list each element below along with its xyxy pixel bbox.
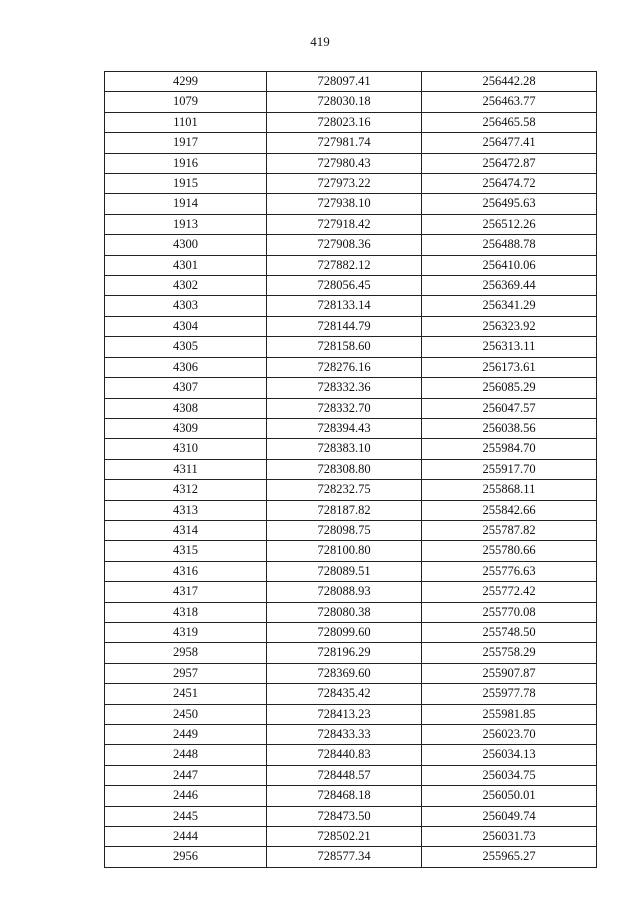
table-row <box>105 174 597 194</box>
table-row <box>105 725 597 745</box>
y-coordinate-cell: 256034.75 <box>422 765 597 785</box>
table-row <box>105 827 597 847</box>
point-id-cell: 1079 <box>105 92 267 112</box>
y-coordinate-cell: 255787.82 <box>422 520 597 540</box>
x-coordinate-cell: 728468.18 <box>267 786 422 806</box>
table-row <box>105 765 597 785</box>
coordinate-table-body <box>105 72 597 868</box>
x-coordinate-cell: 728435.42 <box>267 684 422 704</box>
x-coordinate-cell: 728369.60 <box>267 663 422 683</box>
table-row <box>105 480 597 500</box>
table-row <box>105 745 597 765</box>
y-coordinate-cell: 256477.41 <box>422 133 597 153</box>
table-row <box>105 357 597 377</box>
x-coordinate-cell: 728577.34 <box>267 847 422 867</box>
point-id-cell: 4305 <box>105 337 267 357</box>
point-id-cell: 2958 <box>105 643 267 663</box>
y-coordinate-cell: 256031.73 <box>422 827 597 847</box>
x-coordinate-cell: 728440.83 <box>267 745 422 765</box>
y-coordinate-cell: 255776.63 <box>422 561 597 581</box>
point-id-cell: 4311 <box>105 459 267 479</box>
table-row <box>105 439 597 459</box>
table-row <box>105 643 597 663</box>
x-coordinate-cell: 728232.75 <box>267 480 422 500</box>
table-row <box>105 214 597 234</box>
y-coordinate-cell: 255758.29 <box>422 643 597 663</box>
y-coordinate-cell: 256173.61 <box>422 357 597 377</box>
y-coordinate-cell: 255748.50 <box>422 622 597 642</box>
point-id-cell: 4316 <box>105 561 267 581</box>
point-id-cell: 4312 <box>105 480 267 500</box>
y-coordinate-cell: 256465.58 <box>422 112 597 132</box>
table-row <box>105 500 597 520</box>
x-coordinate-cell: 728088.93 <box>267 582 422 602</box>
y-coordinate-cell: 256038.56 <box>422 418 597 438</box>
y-coordinate-cell: 255780.66 <box>422 541 597 561</box>
table-row <box>105 684 597 704</box>
point-id-cell: 1915 <box>105 174 267 194</box>
x-coordinate-cell: 727980.43 <box>267 153 422 173</box>
table-row <box>105 92 597 112</box>
x-coordinate-cell: 728144.79 <box>267 316 422 336</box>
y-coordinate-cell: 256495.63 <box>422 194 597 214</box>
table-row <box>105 459 597 479</box>
x-coordinate-cell: 728332.70 <box>267 398 422 418</box>
x-coordinate-cell: 728276.16 <box>267 357 422 377</box>
x-coordinate-cell: 727908.36 <box>267 235 422 255</box>
point-id-cell: 2448 <box>105 745 267 765</box>
x-coordinate-cell: 727981.74 <box>267 133 422 153</box>
x-coordinate-cell: 727938.10 <box>267 194 422 214</box>
y-coordinate-cell: 256323.92 <box>422 316 597 336</box>
y-coordinate-cell: 256369.44 <box>422 276 597 296</box>
table-row <box>105 276 597 296</box>
y-coordinate-cell: 255965.27 <box>422 847 597 867</box>
table-row <box>105 602 597 622</box>
y-coordinate-cell: 256049.74 <box>422 806 597 826</box>
y-coordinate-cell: 256023.70 <box>422 725 597 745</box>
point-id-cell: 4302 <box>105 276 267 296</box>
x-coordinate-cell: 728089.51 <box>267 561 422 581</box>
x-coordinate-cell: 728099.60 <box>267 622 422 642</box>
y-coordinate-cell: 256512.26 <box>422 214 597 234</box>
point-id-cell: 2957 <box>105 663 267 683</box>
point-id-cell: 2956 <box>105 847 267 867</box>
table-row <box>105 337 597 357</box>
x-coordinate-cell: 728332.36 <box>267 378 422 398</box>
x-coordinate-cell: 727882.12 <box>267 255 422 275</box>
y-coordinate-cell: 256410.06 <box>422 255 597 275</box>
point-id-cell: 4314 <box>105 520 267 540</box>
x-coordinate-cell: 728448.57 <box>267 765 422 785</box>
point-id-cell: 4299 <box>105 72 267 92</box>
y-coordinate-cell: 255984.70 <box>422 439 597 459</box>
y-coordinate-cell: 255842.66 <box>422 500 597 520</box>
y-coordinate-cell: 256442.28 <box>422 72 597 92</box>
y-coordinate-cell: 256474.72 <box>422 174 597 194</box>
point-id-cell: 1914 <box>105 194 267 214</box>
x-coordinate-cell: 728080.38 <box>267 602 422 622</box>
table-row <box>105 133 597 153</box>
y-coordinate-cell: 256488.78 <box>422 235 597 255</box>
x-coordinate-cell: 728394.43 <box>267 418 422 438</box>
y-coordinate-cell: 255868.11 <box>422 480 597 500</box>
y-coordinate-cell: 256463.77 <box>422 92 597 112</box>
point-id-cell: 4300 <box>105 235 267 255</box>
point-id-cell: 4317 <box>105 582 267 602</box>
point-id-cell: 2451 <box>105 684 267 704</box>
y-coordinate-cell: 255770.08 <box>422 602 597 622</box>
point-id-cell: 4301 <box>105 255 267 275</box>
y-coordinate-cell: 256050.01 <box>422 786 597 806</box>
coordinate-table <box>104 71 597 868</box>
point-id-cell: 4307 <box>105 378 267 398</box>
y-coordinate-cell: 256085.29 <box>422 378 597 398</box>
y-coordinate-cell: 256472.87 <box>422 153 597 173</box>
table-row <box>105 72 597 92</box>
y-coordinate-cell: 255907.87 <box>422 663 597 683</box>
x-coordinate-cell: 728502.21 <box>267 827 422 847</box>
x-coordinate-cell: 728473.50 <box>267 806 422 826</box>
y-coordinate-cell: 256313.11 <box>422 337 597 357</box>
point-id-cell: 4309 <box>105 418 267 438</box>
point-id-cell: 4313 <box>105 500 267 520</box>
y-coordinate-cell: 255772.42 <box>422 582 597 602</box>
table-row <box>105 806 597 826</box>
x-coordinate-cell: 728097.41 <box>267 72 422 92</box>
point-id-cell: 1913 <box>105 214 267 234</box>
table-row <box>105 398 597 418</box>
table-row <box>105 561 597 581</box>
table-row <box>105 622 597 642</box>
x-coordinate-cell: 728196.29 <box>267 643 422 663</box>
x-coordinate-cell: 728030.18 <box>267 92 422 112</box>
table-row <box>105 582 597 602</box>
x-coordinate-cell: 727918.42 <box>267 214 422 234</box>
table-row <box>105 153 597 173</box>
page-number: 419 <box>310 34 330 49</box>
coordinate-table-container <box>104 71 596 868</box>
point-id-cell: 4318 <box>105 602 267 622</box>
point-id-cell: 2444 <box>105 827 267 847</box>
y-coordinate-cell: 255977.78 <box>422 684 597 704</box>
y-coordinate-cell: 256034.13 <box>422 745 597 765</box>
y-coordinate-cell: 255981.85 <box>422 704 597 724</box>
table-row <box>105 847 597 867</box>
point-id-cell: 4315 <box>105 541 267 561</box>
y-coordinate-cell: 256047.57 <box>422 398 597 418</box>
table-row <box>105 194 597 214</box>
point-id-cell: 4310 <box>105 439 267 459</box>
x-coordinate-cell: 728100.80 <box>267 541 422 561</box>
y-coordinate-cell: 256341.29 <box>422 296 597 316</box>
table-row <box>105 316 597 336</box>
x-coordinate-cell: 728383.10 <box>267 439 422 459</box>
point-id-cell: 1916 <box>105 153 267 173</box>
x-coordinate-cell: 728158.60 <box>267 337 422 357</box>
point-id-cell: 4303 <box>105 296 267 316</box>
point-id-cell: 4319 <box>105 622 267 642</box>
point-id-cell: 2445 <box>105 806 267 826</box>
x-coordinate-cell: 728098.75 <box>267 520 422 540</box>
point-id-cell: 4308 <box>105 398 267 418</box>
point-id-cell: 2450 <box>105 704 267 724</box>
x-coordinate-cell: 727973.22 <box>267 174 422 194</box>
point-id-cell: 1101 <box>105 112 267 132</box>
table-row <box>105 786 597 806</box>
x-coordinate-cell: 728023.16 <box>267 112 422 132</box>
x-coordinate-cell: 728308.80 <box>267 459 422 479</box>
x-coordinate-cell: 728433.33 <box>267 725 422 745</box>
table-row <box>105 378 597 398</box>
x-coordinate-cell: 728187.82 <box>267 500 422 520</box>
table-row <box>105 541 597 561</box>
point-id-cell: 2447 <box>105 765 267 785</box>
y-coordinate-cell: 255917.70 <box>422 459 597 479</box>
table-row <box>105 520 597 540</box>
table-row <box>105 418 597 438</box>
point-id-cell: 2446 <box>105 786 267 806</box>
point-id-cell: 4304 <box>105 316 267 336</box>
table-row <box>105 112 597 132</box>
point-id-cell: 1917 <box>105 133 267 153</box>
x-coordinate-cell: 728056.45 <box>267 276 422 296</box>
point-id-cell: 2449 <box>105 725 267 745</box>
table-row <box>105 704 597 724</box>
x-coordinate-cell: 728413.23 <box>267 704 422 724</box>
table-row <box>105 235 597 255</box>
table-row <box>105 663 597 683</box>
x-coordinate-cell: 728133.14 <box>267 296 422 316</box>
table-row <box>105 296 597 316</box>
point-id-cell: 4306 <box>105 357 267 377</box>
table-row <box>105 255 597 275</box>
